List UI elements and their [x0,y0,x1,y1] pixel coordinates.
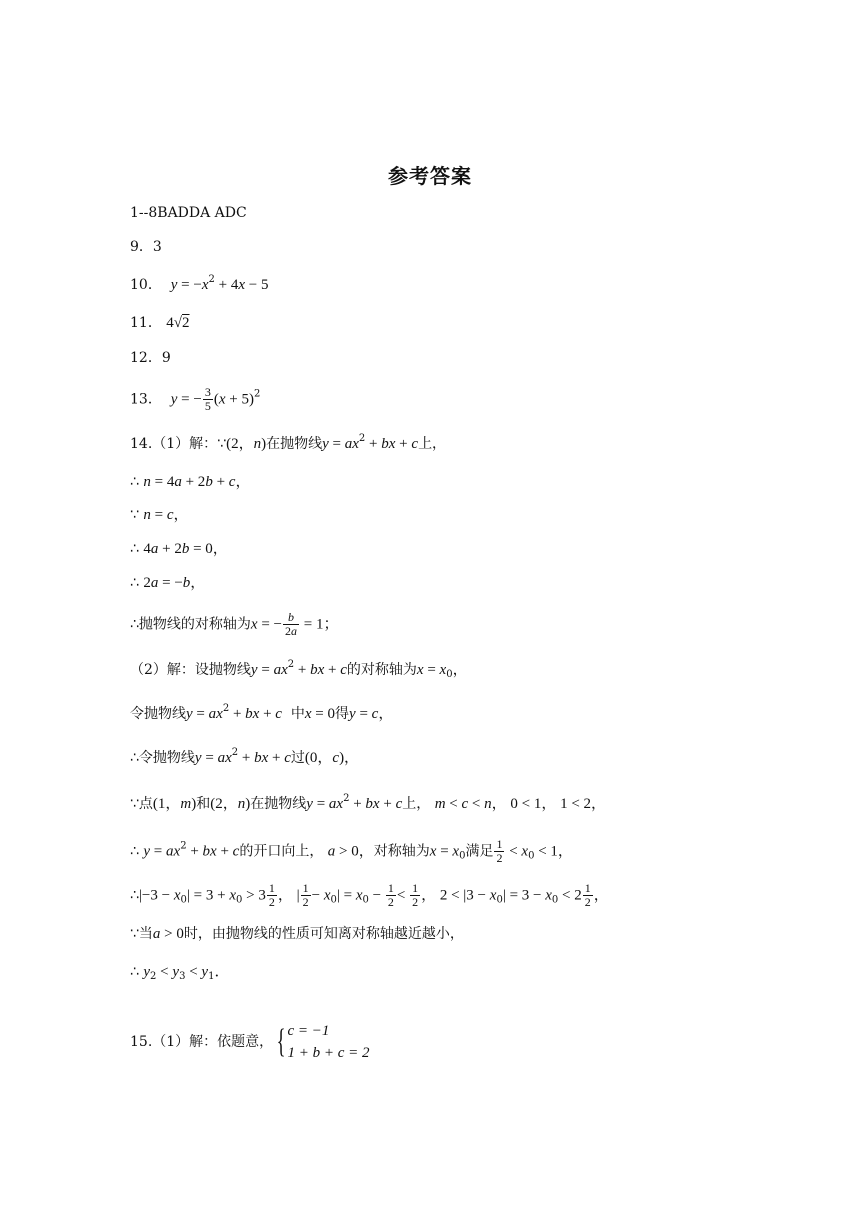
q14-step3: ∴ 4a + 2b = 0， [130,541,228,557]
page-title: 参考答案 [388,164,472,188]
q14-step2: ∵ n = c， [130,507,189,523]
q14-part2-line7: ∵当a > 0时，由抛物线的性质可知离对称轴越近越小， [130,926,464,942]
q14-step5: ∴抛物线的对称轴为x = − $\frac{b}{2a}$ = 1； [130,610,339,638]
q14-step4: ∴ 2a = −b， [130,575,206,591]
q14-part2-line6: ∴|−3 − $x_0| = 3 + x_0 > 3$ $\frac{1}{2}$ ， | $\frac{1}{2}$ − $x_0| = x_0$ − $\frac{1}{2}$ < $\frac{1}{2}$ ， $2 < |3 - x_0| = 3 - x_0 < 2$ $\frac{1}{2}$ ， [130,881,609,909]
answer-13: 13． y = − $\frac{3}{5}$ $(x + 5)^2$ [130,385,261,413]
q14-part2-line3: ∴令抛物线$y = ax^2$ + bx + c过(0，c)， [130,747,360,766]
q15-equation-2: 1 + b + c = 2 [287,1045,370,1061]
q14-part2-line5: ∴ $y = ax^2$ + bx + c的开口向上， a > 0，对称轴为$x = x_0$满足 $\frac{1}{2}$ < $x_0 < 1$， [130,837,573,865]
answer-10: 10． $y = -x^2 + 4x - 5$ [130,274,269,293]
q14-part2-line4: ∵点(1，m)和(2，n)在抛物线$y = ax^2$ + bx + c上， m < c < n， 0 < 1， 1 < 2， [130,793,607,812]
q14-part2-line1: （2）解：设抛物线$y = ax^2$ + bx + c的对称轴为$x = x_0$， [130,659,468,680]
q15-equation-1: c = −1 [287,1023,330,1039]
answer-11: 11． 4√2 [130,315,190,331]
q15-part1: 15.（1）解：依题意， { c = −1 1 + b + c = 2 [130,1020,370,1064]
answer-12: 12．9 [130,350,171,366]
q14-part2-line2: 令抛物线$y = ax^2$ + bx + c 中x = 0得y = c， [130,703,394,722]
q14-part1-line1: 14.（1）解：∵(2，n)在抛物线$y = ax^2$ + bx + c上， [130,433,447,452]
answer-9: 9．3 [130,239,162,255]
answer-1-8: 1--8BADDA ADC [130,205,247,221]
q14-part2-conclusion: ∴ $y_2 < y_3 < y_1$． [130,964,230,982]
q14-step1: ∴ n = 4a + 2b + c， [130,474,251,490]
